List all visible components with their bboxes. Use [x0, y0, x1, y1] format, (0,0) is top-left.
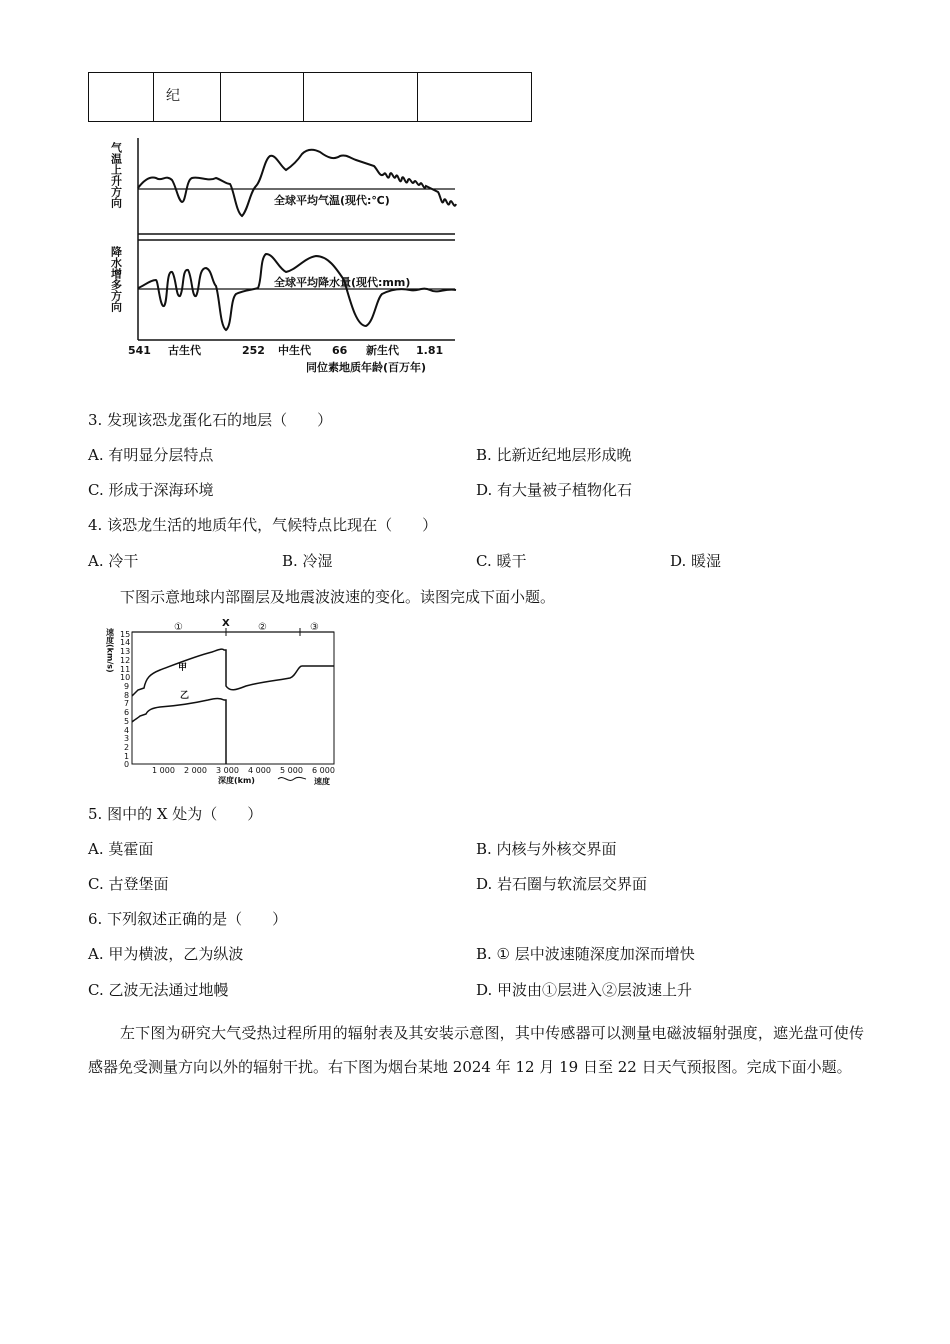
q3-stem: 3. 发现该恐龙蛋化石的地层（ ）	[88, 411, 333, 429]
q4-option-d[interactable]: D. 暖湿	[670, 552, 722, 570]
y-tick-label: 1	[124, 752, 130, 761]
q5-option-b[interactable]: B. 内核与外核交界面	[476, 840, 617, 858]
q5-option-c[interactable]: C. 古登堡面	[88, 875, 169, 893]
q4-option-a[interactable]: A. 冷干	[88, 552, 139, 570]
tick-label: 541	[128, 344, 151, 357]
y-tick-label: 14	[120, 638, 131, 647]
wave-b-label: 乙	[180, 691, 190, 701]
table-cell	[89, 73, 154, 122]
y-tick-label: 6	[124, 708, 130, 717]
q4-stem: 4. 该恐龙生活的地质年代，气候特点比现在（ ）	[88, 516, 438, 534]
y-tick-label: 4	[124, 726, 130, 735]
q6-option-b[interactable]: B. ① 层中波速随深度加深而增快	[476, 945, 695, 963]
x-tick-label: 6 000	[312, 766, 335, 775]
wave-b-curve	[132, 699, 226, 765]
table-cell: 纪	[154, 73, 221, 122]
intro-seismic: 下图示意地球内部圈层及地震波波速的变化。读图完成下面小题。	[120, 588, 556, 606]
tick-label: 252	[242, 344, 265, 357]
q4-option-c[interactable]: C. 暖干	[476, 552, 527, 570]
y-tick-label: 7	[124, 699, 130, 708]
wave-a-curve	[132, 649, 334, 696]
seismic-figure	[100, 616, 350, 788]
q6-option-d[interactable]: D. 甲波由①层进入②层波速上升	[476, 981, 693, 999]
table-fragment	[88, 72, 532, 122]
y-tick-label: 2	[124, 743, 130, 752]
layer-1-label: ①	[174, 622, 183, 633]
bottom-axis-label: 降水增多方向	[109, 246, 123, 312]
y-ticks	[120, 630, 130, 769]
table-cell	[221, 73, 304, 122]
table-cell	[418, 73, 532, 122]
y-tick-label: 10	[120, 673, 131, 682]
y-tick-label: 15	[120, 630, 131, 639]
y-tick-label: 0	[124, 760, 130, 769]
era-label: 中生代	[278, 344, 311, 357]
q3-option-c[interactable]: C. 形成于深海环境	[88, 481, 214, 499]
era-label: 古生代	[168, 344, 201, 357]
era-label: 新生代	[366, 344, 399, 357]
precip-line-label: 全球平均降水量(现代:mm)	[274, 276, 411, 289]
x-tick-label: 3 000	[216, 766, 239, 775]
temp-line-label: 全球平均气温(现代:℃)	[274, 194, 390, 207]
q5-option-a[interactable]: A. 莫霍面	[88, 840, 154, 858]
q3-option-a[interactable]: A. 有明显分层特点	[88, 446, 214, 464]
y-tick-label: 11	[120, 665, 131, 674]
x-tick-label: 1 000	[152, 766, 175, 775]
q5-stem: 5. 图中的 X 处为（ ）	[88, 805, 263, 823]
wave-a-label: 甲	[178, 663, 188, 673]
top-axis-label: 气温上升方向	[109, 142, 123, 208]
x-tick-label: 4 000	[248, 766, 271, 775]
tick-label: 66	[332, 344, 348, 357]
y-tick-label: 9	[124, 682, 130, 691]
y-tick-label: 8	[124, 691, 130, 700]
table-cell	[304, 73, 418, 122]
x-tick-label: 2 000	[184, 766, 207, 775]
y-tick-label: 13	[120, 647, 131, 656]
legend-wave-icon	[278, 777, 306, 780]
y-tick-label: 3	[124, 734, 130, 743]
q6-option-c[interactable]: C. 乙波无法通过地幔	[88, 981, 229, 999]
y-tick-label: 12	[120, 656, 131, 665]
q4-option-b[interactable]: B. 冷湿	[282, 552, 333, 570]
layer-3-label: ③	[310, 622, 319, 633]
climate-figure	[100, 130, 470, 380]
q5-option-d[interactable]: D. 岩石圈与软流层交界面	[476, 875, 648, 893]
plot-frame	[132, 632, 334, 764]
y-tick-label: 5	[124, 717, 130, 726]
precipitation-curve	[138, 254, 456, 330]
q3-option-d[interactable]: D. 有大量被子植物化石	[476, 481, 633, 499]
q3-option-b[interactable]: B. 比新近纪地层形成晚	[476, 446, 632, 464]
q6-option-a[interactable]: A. 甲为横波，乙为纵波	[88, 945, 244, 963]
x-axis-label: 深度(km)	[218, 776, 255, 785]
q6-stem: 6. 下列叙述正确的是（ ）	[88, 910, 288, 928]
x-axis-label: 同位素地质年龄(百万年)	[306, 361, 427, 374]
legend-label: 速度	[314, 777, 330, 786]
layer-2-label: ②	[258, 622, 267, 633]
tick-label: 1.81	[416, 344, 444, 357]
x-boundary-label: X	[222, 618, 230, 629]
intro-radiation: 左下图为研究大气受热过程所用的辐射表及其安装示意图，其中传感器可以测量电磁波辐射强度，遮光盘可使传感器免受测量方向以外的辐射干扰。右下图为烟台某地 2024 年 12 月 19 日至 22 日天气预报图。完成下面小题。	[88, 1024, 864, 1076]
x-tick-label: 5 000	[280, 766, 303, 775]
y-axis-label: 速度(km/s)	[105, 628, 115, 673]
